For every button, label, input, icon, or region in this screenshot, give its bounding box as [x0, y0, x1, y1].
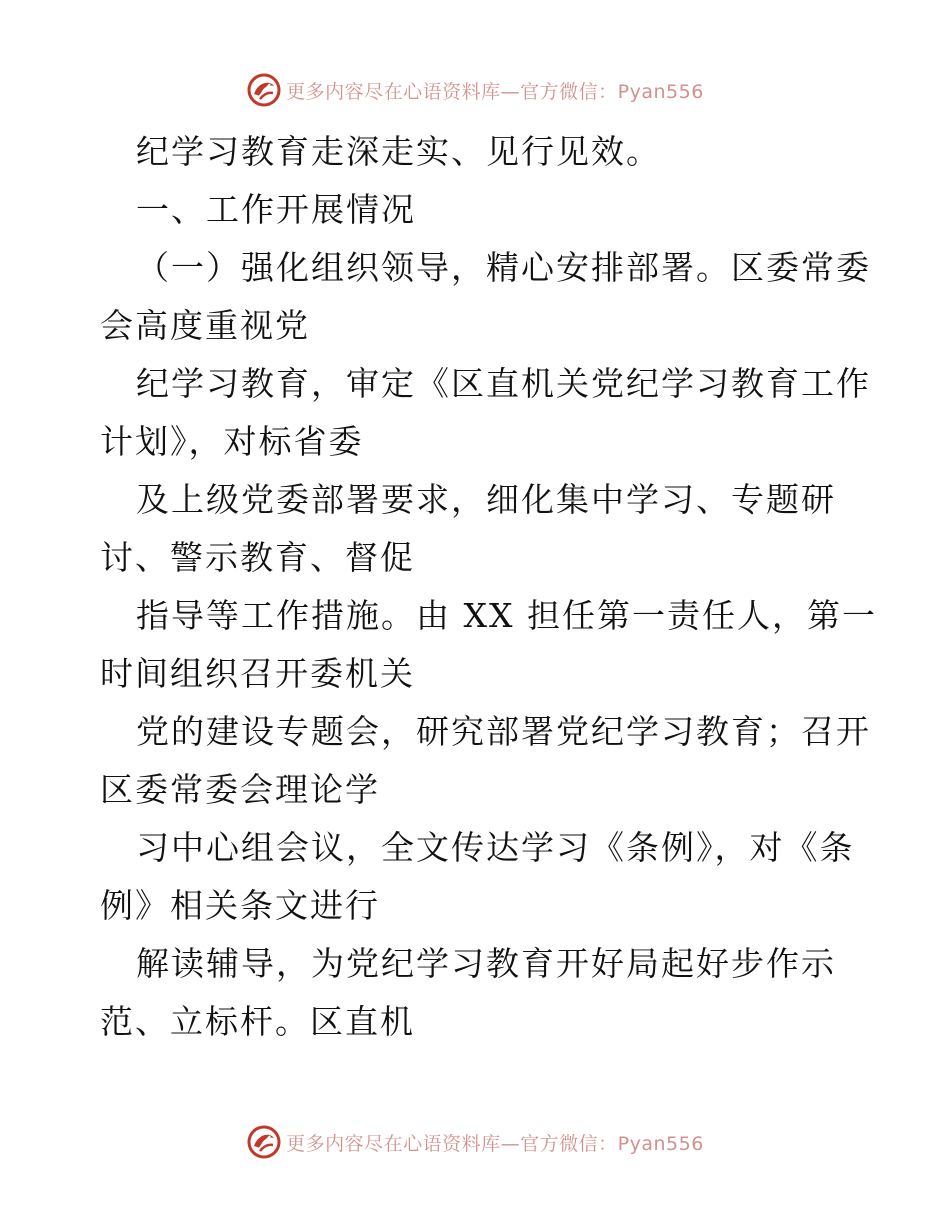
red-swirl-logo-icon	[246, 1124, 282, 1160]
body-line: 解读辅导，为党纪学习教育开好局起好步作示	[136, 944, 836, 983]
red-swirl-logo-icon	[246, 72, 282, 108]
body-line: 范、立标杆。区直机	[100, 1002, 415, 1041]
body-line: 会高度重视党	[100, 306, 310, 345]
body-line: 党的建设专题会，研究部署党纪学习教育；召开	[136, 712, 871, 751]
header-banner	[0, 70, 950, 110]
body-line: （一）强化组织领导，精心安排部署。区委常委	[136, 248, 871, 287]
body-line: 及上级党委部署要求，细化集中学习、专题研	[136, 480, 836, 519]
body-line: 习中心组会议，全文传达学习《条例》，对《条	[136, 828, 855, 867]
section-heading: 一、工作开展情况	[136, 190, 416, 229]
body-line: 讨、警示教育、督促	[100, 538, 415, 577]
header-banner-text: 更多内容尽在心语资料库—官方微信：Pyan556	[286, 80, 704, 103]
body-line: 计划》，对标省委	[100, 422, 364, 461]
body-line: 例》相关条文进行	[100, 886, 380, 925]
body-line: 时间组织召开委机关	[100, 654, 415, 693]
body-line: 区委常委会理论学	[100, 770, 380, 809]
footer-banner-text: 更多内容尽在心语资料库—官方微信：Pyan556	[286, 1132, 704, 1155]
footer-banner	[0, 1122, 950, 1162]
document-body	[100, 123, 877, 1051]
body-line: 指导等工作措施。由 XX 担任第一责任人，第一	[136, 596, 877, 635]
body-line: 纪学习教育，审定《区直机关党纪学习教育工作	[136, 364, 871, 403]
body-line: 纪学习教育走深走实、见行见效。	[136, 132, 661, 171]
